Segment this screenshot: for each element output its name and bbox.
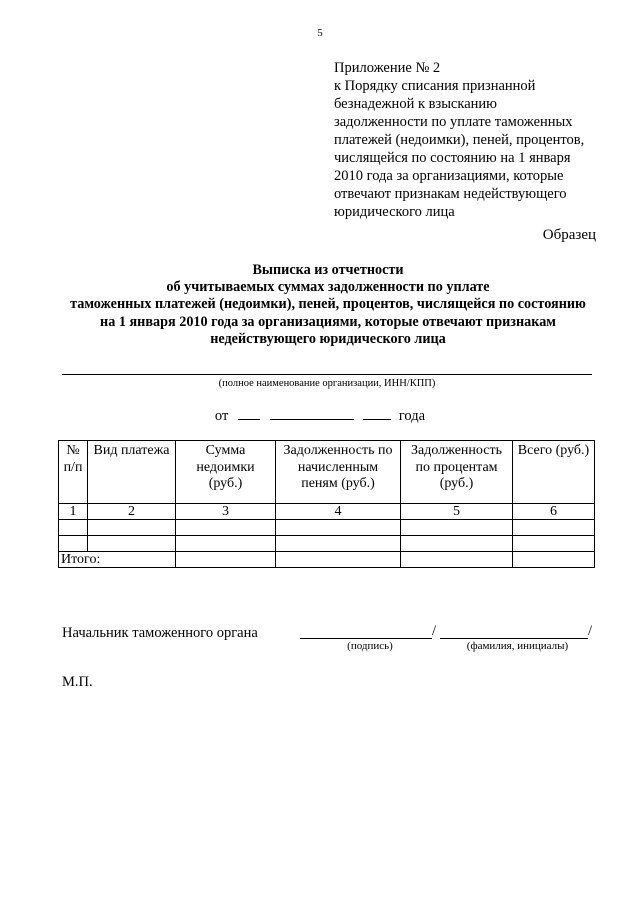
appendix-line: к Порядку списания признанной [334,78,536,94]
appendix-line: отвечают признакам недействующего [334,186,567,202]
table-cell [401,536,513,552]
table-cell [276,520,401,536]
table-cell [513,536,595,552]
header-interest-debt: Задолженность по процентам (руб.) [401,441,513,504]
page-number: 5 [317,27,323,39]
signature-caption: (подпись) [347,640,393,652]
signer-label: Начальник таможенного органа [62,625,258,641]
appendix-line: юридического лица [334,204,455,220]
table-cell [276,536,401,552]
title-line: недействующего юридического лица [210,330,446,347]
name-line [440,638,588,639]
appendix-line: числящейся по состоянию на 1 января [334,150,571,166]
column-number: 2 [88,504,176,520]
column-number-row [59,504,595,520]
slash-separator: / [432,623,437,639]
table-cell [176,552,276,568]
table-row [59,520,595,536]
table-cell [513,552,595,568]
table-cell [513,520,595,536]
appendix-line: Приложение № 2 [334,60,441,76]
name-caption: (фамилия, инициалы) [466,640,569,652]
table-cell [88,536,176,552]
table-row [59,536,595,552]
title-line: таможенных платежей (недоимки), пеней, процентов, числящейся по состоянию [70,296,586,313]
column-number: 5 [401,504,513,520]
table-cell [401,552,513,568]
table-cell [59,520,88,536]
organization-name-line [62,374,592,375]
organization-caption: (полное наименование организации, ИНН/КПП) [218,378,436,389]
table-cell [401,520,513,536]
signature-line [300,638,432,639]
header-penalty-debt: Задолженность по начисленным пеням (руб.) [276,441,401,504]
day-blank [238,407,260,420]
title-line: на 1 января 2010 года за организациями, которые отвечают признакам [100,313,556,330]
column-number: 1 [59,504,88,520]
slash-separator: / [588,623,593,639]
header-total: Всего (руб.) [513,441,595,504]
table-cell [176,536,276,552]
column-number: 4 [276,504,401,520]
table-cell [88,520,176,536]
total-row [59,552,595,568]
header-number: № п/п [59,441,88,504]
appendix-line: 2010 года за организациями, которые [334,168,564,184]
sample-label: Образец [542,227,596,243]
table-header-row [59,441,595,504]
table-cell [176,520,276,536]
table-cell [276,552,401,568]
appendix-note [334,59,624,221]
month-blank [270,407,354,420]
stamp-label: М.П. [62,674,93,690]
date-suffix: года [398,408,426,424]
title-line: Выписка из отчетности [252,262,404,278]
appendix-line: безнадежной к взысканию [334,96,497,112]
year-blank [363,407,391,420]
header-payment-type: Вид платежа [88,441,176,504]
title-line: об учитываемых суммах задолженности по уплате [166,279,490,296]
column-number: 6 [513,504,595,520]
report-table [58,440,595,568]
date-line [0,407,640,425]
table-cell [59,536,88,552]
header-arrears-amount: Сумма недоимки (руб.) [176,441,276,504]
total-label: Итого: [59,552,176,568]
column-number: 3 [176,504,276,520]
date-prefix: от [214,408,229,424]
appendix-line: задолженности по уплате таможенных [334,114,573,130]
appendix-line: платежей (недоимки), пеней, процентов, [334,132,585,148]
document-title [40,262,616,348]
